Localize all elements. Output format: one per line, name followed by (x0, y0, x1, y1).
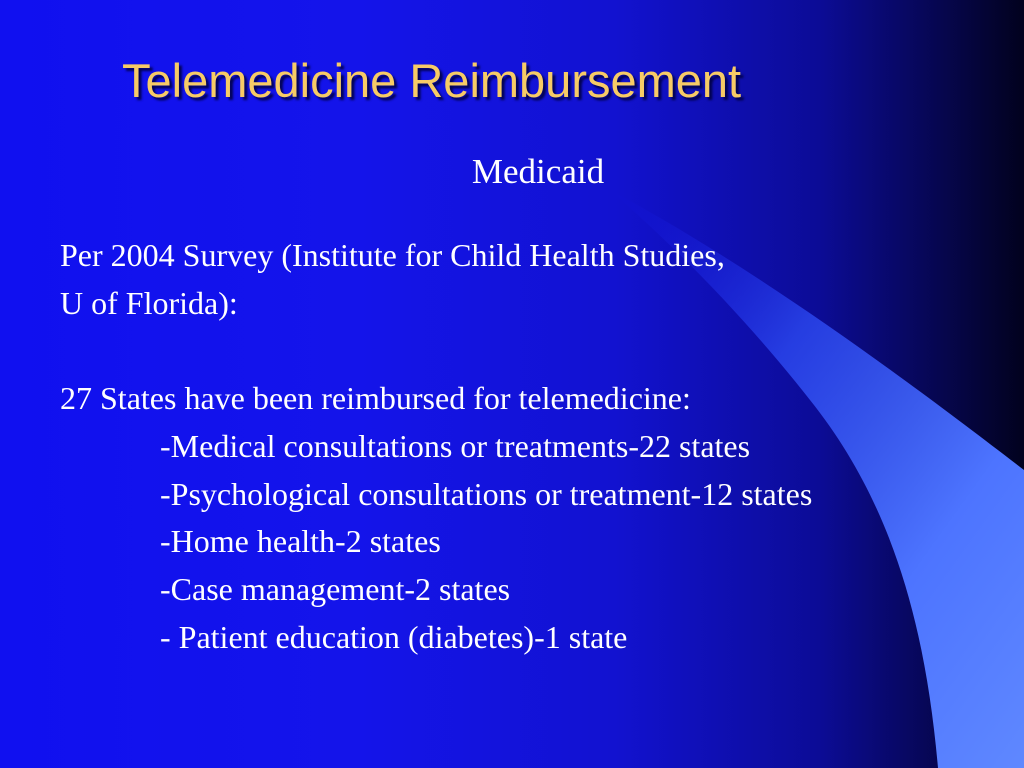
list-item-case-management: -Case management-2 states (160, 571, 511, 607)
slide-title: Telemedicine Reimbursement (122, 54, 742, 107)
list-item-home-health: -Home health-2 states (160, 523, 441, 559)
list-item-patient-education: - Patient education (diabetes)-1 state (160, 619, 628, 655)
source-line-2: U of Florida): (60, 285, 238, 321)
source-line-1: Per 2004 Survey (Institute for Child Health Studies, (60, 237, 725, 273)
states-intro: 27 States have been reimbursed for telemedicine: (60, 380, 691, 416)
list-item-psychological: -Psychological consultations or treatment-12 states (160, 476, 813, 512)
list-item-medical: -Medical consultations or treatments-22 states (160, 428, 751, 464)
slide-subtitle: Medicaid (471, 152, 605, 191)
